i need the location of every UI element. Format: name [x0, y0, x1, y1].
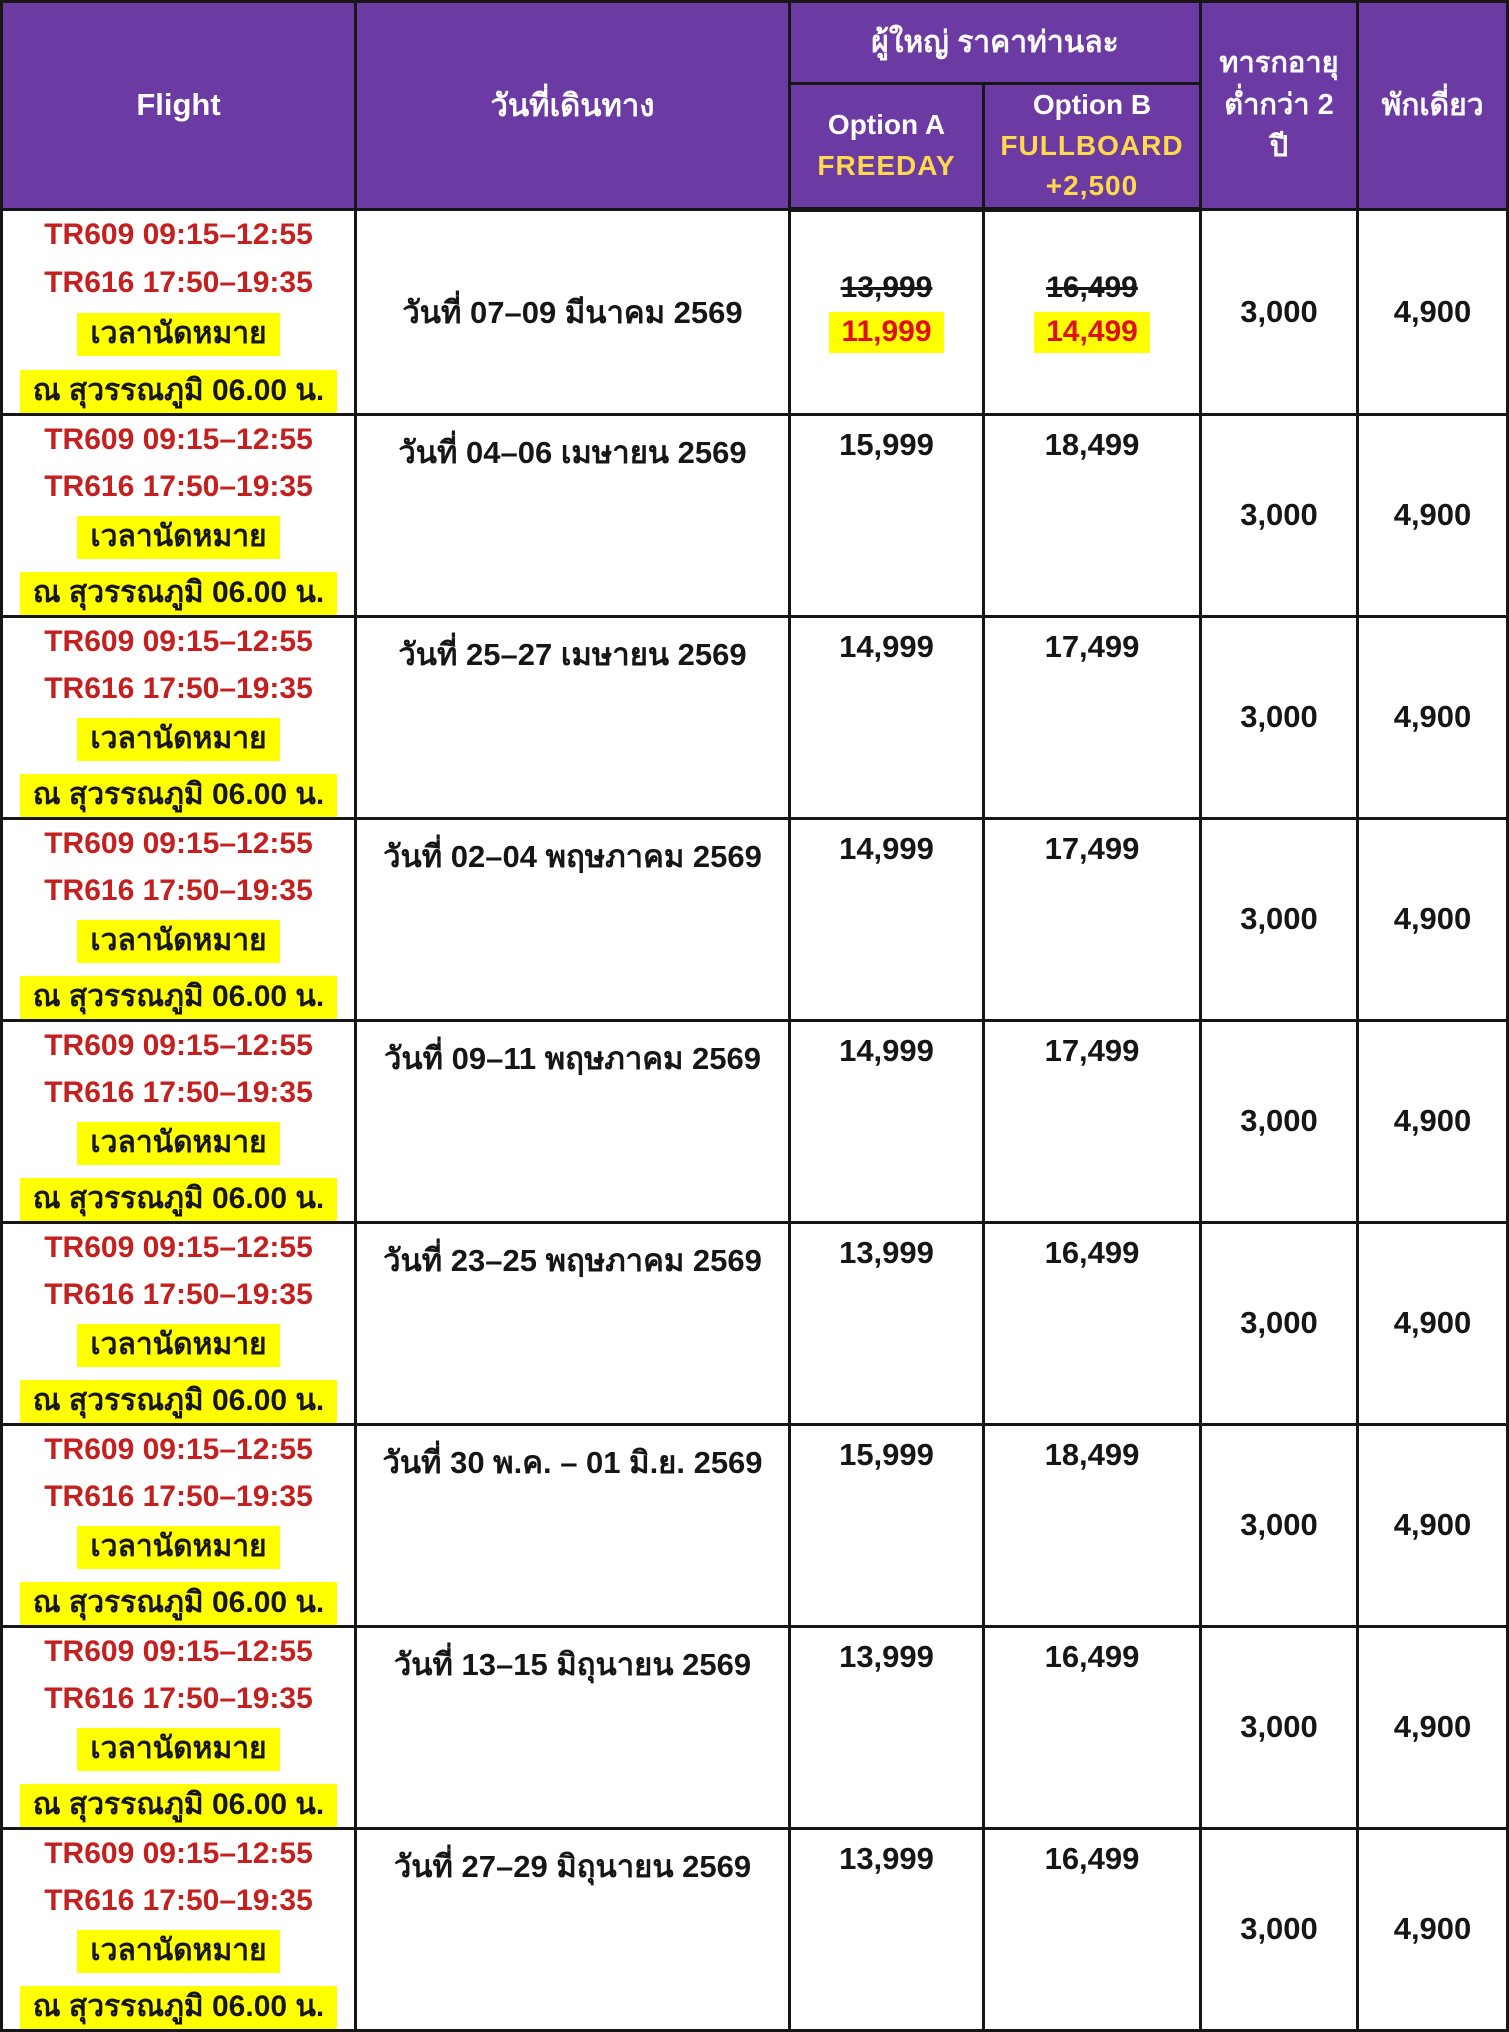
flight-info-block	[3, 1830, 354, 2029]
meeting-place-label: ณ สุวรรณภูมิ 06.00 น.	[20, 1784, 338, 1827]
flight-cell	[2, 1020, 356, 1222]
flight-return: TR616 17:50–19:35	[44, 265, 313, 299]
flight-info-block	[3, 1628, 354, 1827]
travel-date: วันที่ 27–29 มิถุนายน 2569	[393, 1848, 752, 1884]
flight-cell	[2, 209, 356, 414]
travel-date: วันที่ 04–06 เมษายน 2569	[398, 434, 747, 470]
single-price-cell	[1358, 1626, 1508, 1828]
travel-date: วันที่ 09–11 พฤษภาคม 2569	[384, 1040, 761, 1076]
date-cell	[356, 616, 790, 818]
meeting-place-label: ณ สุวรรณภูมิ 06.00 น.	[20, 1178, 338, 1221]
option-b-price: 17,499	[1044, 830, 1140, 866]
single-room-price: 4,900	[1393, 497, 1472, 533]
meeting-time-label: เวลานัดหมาย	[77, 1122, 279, 1165]
date-cell	[356, 414, 790, 616]
meeting-time-label: เวลานัดหมาย	[77, 516, 279, 559]
option-b-price: 17,499	[1044, 628, 1140, 664]
flight-return: TR616 17:50–19:35	[44, 1277, 313, 1311]
flight-return: TR616 17:50–19:35	[44, 1075, 313, 1109]
option-a-price: 14,999	[839, 830, 934, 866]
infant-price-cell	[1201, 1626, 1358, 1828]
option-b-cell	[984, 616, 1201, 818]
flight-outbound: TR609 09:15–12:55	[44, 1230, 313, 1264]
infant-price-cell	[1201, 818, 1358, 1020]
col-header-infant	[1201, 2, 1358, 210]
date-cell	[356, 1222, 790, 1424]
col-header-adult-price-group: ผู้ใหญ่ ราคาท่านละ	[790, 2, 1201, 84]
option-b-price: 16,499	[1044, 1840, 1140, 1876]
infant-price-cell	[1201, 209, 1358, 414]
flight-outbound: TR609 09:15–12:55	[44, 1836, 313, 1870]
option-a-label: Option A	[827, 109, 946, 141]
col-header-flight: Flight	[2, 2, 356, 210]
option-b-cell	[984, 1020, 1201, 1222]
flight-return: TR616 17:50–19:35	[44, 1681, 313, 1715]
table-row	[2, 818, 1508, 1020]
flight-info-block	[3, 618, 354, 817]
flight-return: TR616 17:50–19:35	[44, 469, 313, 503]
option-b-price: 18,499	[1044, 426, 1140, 462]
flight-info-block	[3, 211, 354, 413]
col-header-option-b	[984, 84, 1201, 210]
option-b-cell	[984, 1424, 1201, 1626]
single-price-cell	[1358, 616, 1508, 818]
date-cell	[356, 1424, 790, 1626]
meeting-place-label: ณ สุวรรณภูมิ 06.00 น.	[20, 370, 338, 413]
flight-outbound: TR609 09:15–12:55	[44, 422, 313, 456]
infant-price: 3,000	[1240, 1709, 1318, 1745]
table-row	[2, 414, 1508, 616]
meeting-time-label: เวลานัดหมาย	[77, 920, 279, 963]
table-row	[2, 1626, 1508, 1828]
flight-cell	[2, 1222, 356, 1424]
flight-outbound: TR609 09:15–12:55	[44, 217, 313, 251]
single-room-price: 4,900	[1393, 1507, 1472, 1543]
option-a-price: 14,999	[839, 1032, 934, 1068]
option-a-cell	[790, 616, 984, 818]
infant-price: 3,000	[1240, 1911, 1318, 1947]
flight-cell	[2, 616, 356, 818]
single-price-cell	[1358, 209, 1508, 414]
travel-date: วันที่ 13–15 มิถุนายน 2569	[393, 1646, 752, 1682]
option-a-price: 14,999	[839, 628, 934, 664]
option-a-promo-price: 11,999	[829, 312, 943, 353]
date-cell	[356, 818, 790, 1020]
table-row	[2, 209, 1508, 414]
single-room-price: 4,900	[1393, 699, 1472, 735]
option-a-price: 13,999	[839, 1840, 934, 1876]
travel-date: วันที่ 25–27 เมษายน 2569	[398, 636, 747, 672]
flight-info-block	[3, 1022, 354, 1221]
option-a-cell	[790, 1424, 984, 1626]
flight-outbound: TR609 09:15–12:55	[44, 1634, 313, 1668]
flight-cell	[2, 818, 356, 1020]
date-cell	[356, 1020, 790, 1222]
infant-price-cell	[1201, 1020, 1358, 1222]
single-room-price: 4,900	[1393, 1103, 1472, 1139]
flight-outbound: TR609 09:15–12:55	[44, 624, 313, 658]
option-a-cell	[790, 818, 984, 1020]
meeting-place-label: ณ สุวรรณภูมิ 06.00 น.	[20, 572, 338, 615]
col-header-travel-date: วันที่เดินทาง	[356, 2, 790, 210]
single-room-price: 4,900	[1393, 1911, 1472, 1947]
date-cell	[356, 1626, 790, 1828]
option-a-cell	[790, 1222, 984, 1424]
meeting-place-label: ณ สุวรรณภูมิ 06.00 น.	[20, 1582, 338, 1625]
flight-info-block	[3, 1224, 354, 1423]
meeting-time-label: เวลานัดหมาย	[77, 718, 279, 761]
infant-price: 3,000	[1240, 1103, 1318, 1139]
single-price-cell	[1358, 818, 1508, 1020]
date-cell	[356, 1828, 790, 2030]
meeting-time-label: เวลานัดหมาย	[77, 313, 279, 356]
option-a-cell	[790, 1626, 984, 1828]
flight-return: TR616 17:50–19:35	[44, 1479, 313, 1513]
option-b-cell	[984, 209, 1201, 414]
flight-cell	[2, 414, 356, 616]
meeting-time-label: เวลานัดหมาย	[77, 1526, 279, 1569]
infant-price: 3,000	[1240, 497, 1318, 533]
option-a-price: 15,999	[839, 426, 934, 462]
meeting-place-label: ณ สุวรรณภูมิ 06.00 น.	[20, 1380, 338, 1423]
meeting-time-label: เวลานัดหมาย	[77, 1324, 279, 1367]
option-a-price: 13,999	[839, 1234, 934, 1270]
option-b-cell	[984, 818, 1201, 1020]
flight-outbound: TR609 09:15–12:55	[44, 1028, 313, 1062]
table-header	[2, 2, 1508, 210]
flight-outbound: TR609 09:15–12:55	[44, 826, 313, 860]
travel-date: วันที่ 30 พ.ค. – 01 มิ.ย. 2569	[382, 1444, 763, 1480]
option-b-cell	[984, 1626, 1201, 1828]
infant-price: 3,000	[1240, 901, 1318, 937]
option-b-cell	[984, 1828, 1201, 2030]
option-b-price: 18,499	[1044, 1436, 1140, 1472]
option-a-cell	[790, 414, 984, 616]
infant-price: 3,000	[1240, 1507, 1318, 1543]
table-row	[2, 1828, 1508, 2030]
option-a-sublabel: FREEDAY	[817, 149, 956, 181]
single-price-cell	[1358, 1424, 1508, 1626]
single-price-cell	[1358, 1020, 1508, 1222]
single-room-price: 4,900	[1393, 1709, 1472, 1745]
meeting-time-label: เวลานัดหมาย	[77, 1728, 279, 1771]
infant-price-cell	[1201, 1828, 1358, 2030]
table-row	[2, 1020, 1508, 1222]
infant-price-cell	[1201, 1222, 1358, 1424]
meeting-place-label: ณ สุวรรณภูมิ 06.00 น.	[20, 976, 338, 1019]
table-row	[2, 1222, 1508, 1424]
option-a-cell	[790, 1020, 984, 1222]
single-room-price: 4,900	[1393, 1305, 1472, 1341]
option-b-old-price: 16,499	[1046, 271, 1138, 305]
flight-outbound: TR609 09:15–12:55	[44, 1432, 313, 1466]
flight-return: TR616 17:50–19:35	[44, 873, 313, 907]
flight-cell	[2, 1828, 356, 2030]
flight-return: TR616 17:50–19:35	[44, 671, 313, 705]
meeting-place-label: ณ สุวรรณภูมิ 06.00 น.	[20, 1986, 338, 2029]
meeting-place-label: ณ สุวรรณภูมิ 06.00 น.	[20, 774, 338, 817]
header-row-top	[2, 2, 1508, 84]
flight-info-block	[3, 820, 354, 1019]
infant-header-line: ทารกอายุ	[1219, 47, 1339, 80]
single-price-cell	[1358, 1222, 1508, 1424]
infant-price: 3,000	[1240, 699, 1318, 735]
option-a-price: 15,999	[839, 1436, 934, 1472]
option-b-promo-price: 14,499	[1034, 312, 1150, 353]
travel-date: วันที่ 23–25 พฤษภาคม 2569	[383, 1242, 762, 1278]
option-a-cell	[790, 209, 984, 414]
flight-return: TR616 17:50–19:35	[44, 1883, 313, 1917]
flight-cell	[2, 1626, 356, 1828]
infant-price-cell	[1201, 616, 1358, 818]
option-b-label: Option B	[1032, 89, 1152, 120]
option-b-sublabel: FULLBOARD	[1000, 129, 1184, 161]
table-row	[2, 616, 1508, 818]
option-b-cell	[984, 414, 1201, 616]
option-b-price: 16,499	[1044, 1234, 1140, 1270]
infant-price-cell	[1201, 414, 1358, 616]
single-room-price: 4,900	[1393, 293, 1472, 329]
single-price-cell	[1358, 414, 1508, 616]
flight-cell	[2, 1424, 356, 1626]
col-header-option-a	[790, 84, 984, 210]
travel-date: วันที่ 02–04 พฤษภาคม 2569	[383, 838, 762, 874]
infant-header-line: ปี	[1269, 131, 1289, 164]
table-row	[2, 1424, 1508, 1626]
infant-price: 3,000	[1240, 1305, 1318, 1341]
infant-price: 3,000	[1240, 293, 1318, 329]
option-a-cell	[790, 1828, 984, 2030]
flight-info-block	[3, 416, 354, 615]
option-a-price: 13,999	[839, 1638, 934, 1674]
flight-info-block	[3, 1426, 354, 1625]
date-cell	[356, 209, 790, 414]
option-a-old-price: 13,999	[840, 271, 933, 305]
option-b-cell	[984, 1222, 1201, 1424]
option-b-price: 16,499	[1044, 1638, 1140, 1674]
col-header-single-room: พักเดี่ยว	[1358, 2, 1508, 210]
infant-header-line: ต่ำกว่า 2	[1224, 89, 1334, 122]
table-body	[2, 209, 1508, 2030]
option-b-price: 17,499	[1044, 1032, 1140, 1068]
single-price-cell	[1358, 1828, 1508, 2030]
travel-date: วันที่ 07–09 มีนาคม 2569	[402, 294, 743, 330]
single-room-price: 4,900	[1393, 901, 1472, 937]
meeting-time-label: เวลานัดหมาย	[77, 1930, 279, 1973]
option-b-surcharge: +2,500	[1045, 170, 1139, 202]
infant-price-cell	[1201, 1424, 1358, 1626]
